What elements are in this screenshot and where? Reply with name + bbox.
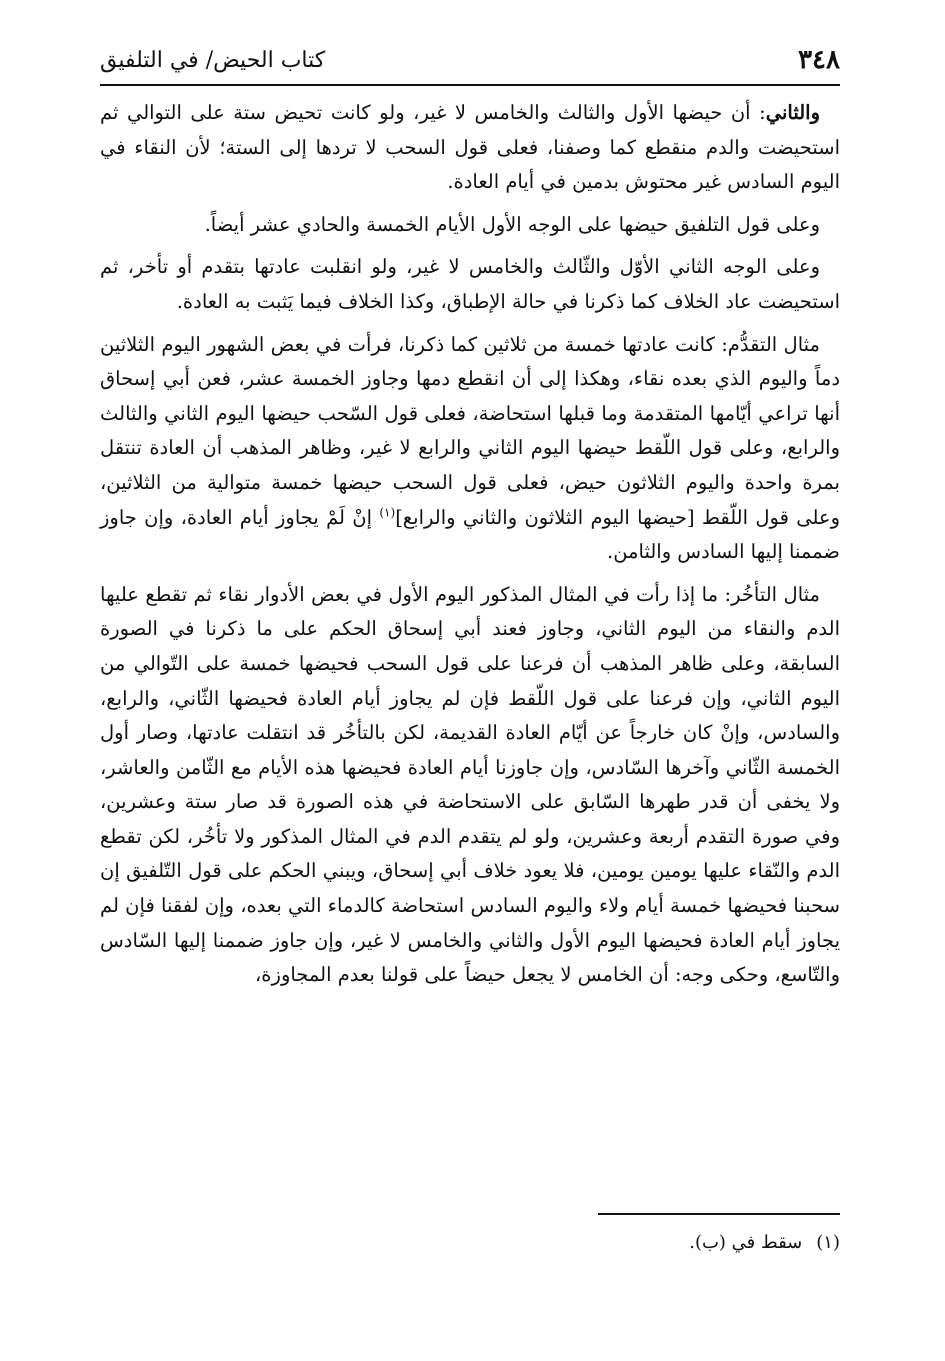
paragraph-text: : أن حيضها الأول والثالث والخامس لا غير، ولو كانت تحيض ستة على التوالي ثم استحيضت والدم منقطع كما وصفنا، فعلى قول السحب لا تردها إلى الستة؛ لأن النقاء في اليوم السادس غير محتوش بدمين في أيام العادة. [100,101,840,194]
footnote-reference[interactable]: (١) [379,505,396,520]
footnote-divider [598,1213,840,1215]
paragraph-lead: والثاني [765,101,820,124]
footnotes [100,1228,840,1258]
paragraph-example-delay [100,578,840,993]
header-divider [100,84,840,86]
page-header [100,42,840,82]
paragraph-text: مثال التقدُّم: كانت عادتها خمسة من ثلاثين كما ذكرنا، فرأت في بعض الشهور اليوم الثلاثين دماً واليوم الذي بعده نقاء، وهكذا إلى أن انقطع دمها وجاوز الخمسة عشر، فعن أبي إسحاق أنها تراعي أيّامها المتقدمة وما قبلها استحاضة، فعلى قول السّحب حيضها اليوم الثاني والثالث والرابع، وعلى قول اللّقط حيضها اليوم الثاني والرابع لا غير، وظاهر المذهب أن العادة تنتقل بمرة واحدة واليوم الثلاثون حيض، فعلى قول السحب حيضها خمسة متوالية من الثلاثين، وعلى قول اللّقط [حيضها اليوم الثلاثون والثاني والرابع] [100,332,840,529]
main-text [100,96,840,1001]
paragraph-text: إنْ لَمْ يجاوز أيام العادة، وإن جاوز ضممنا إليها السادس والثامن. [100,505,840,564]
paragraph-talfiq [100,208,840,243]
paragraph-example-advance [100,328,840,570]
running-title: كتاب الحيض/ في التلفيق [100,48,326,73]
footnote-text: سقط في (ب). [689,1232,803,1253]
paragraph-text: مثال التأخُر: ما إذا رأت في المثال المذكور اليوم الأول في بعض الأدوار نقاء ثم تقطع عليها الدم والنقاء من اليوم الثاني، وجاوز فعند أبي إسحاق الحكم على ما ذكرنا في الصورة السابقة، وعلى ظاهر المذهب أن فرعنا على قول السحب فحيضها خمسة على التّوالي من اليوم الثاني، وإن فرعنا على قول اللّقط فإن لم يجاوز أيام العادة فحيضها الثّاني، والرابع، والسادس، وإنْ كان خارجاً عن أيّام العادة القديمة، لكن بالتأخُر قد انتقلت عادتها، وصار أول الخمسة الثّاني وآخرها السّادس، وإن جاوزنا أيام العادة فحيضها هذه الأيام مع الثّامن والعاشر، ولا يخفى أن قدر طهرها السّابق على الاستحاضة في هذه الصورة قد صار ستة وعشرين، وفي صورة التقدم أربعة وعشرين، ولو لم يتقدم الدم في المثال المذكور ولا تأخُر، لكن تقطع الدم والنّقاء عليها يومين يومين، فلا يعود خلاف أبي إسحاق، ويبني الحكم على قول التّلفيق إن سحبنا فحيضها خمسة أيام ولاء واليوم السادس استحاضة كالدماء التي بعده، وإن لفقنا فإن لم يجاوز أيام العادة فحيضها اليوم الأول والثاني والخامس لا غير، وإن جاوز ضممنا إليها السّادس والتّاسع، وحكى وجه: أن الخامس لا يجعل حيضاً على قولنا بعدم المجاوزة، [100,582,840,987]
footnote-marker: (١) [816,1232,840,1253]
paragraph-text: وعلى قول التلفيق حيضها على الوجه الأول الأيام الخمسة والحادي عشر أيضاً. [204,212,820,236]
paragraph-second-view [100,96,840,200]
footnote-item [100,1228,840,1258]
page-number: ٣٤٨ [798,45,840,75]
paragraph-second-aspect [100,250,840,319]
paragraph-text: وعلى الوجه الثاني الأوّل والثّالث والخامس لا غير، ولو انقلبت عادتها بتقدم أو تأخر، ثم استحيضت عاد الخلاف كما ذكرنا في حالة الإطباق، وكذا الخلاف فيما يَثبت به العادة. [100,255,840,313]
